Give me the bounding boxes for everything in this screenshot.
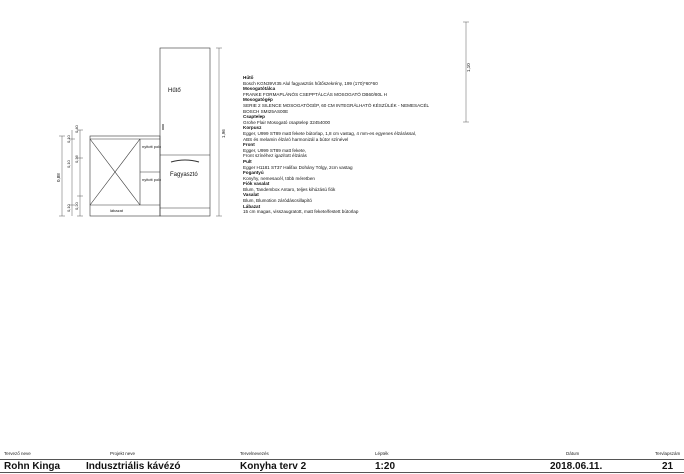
spec-heading: Hűtő (243, 75, 254, 80)
dim-d4: 0,10 (66, 160, 71, 168)
dim-d5: 0,20 (74, 202, 79, 210)
scale-value: 1:20 (375, 461, 396, 472)
spec-heading: Mosogatógép (243, 97, 273, 103)
sheet-value: 21 (662, 461, 674, 472)
spec-line: BOSCH SMI25AS00E (243, 108, 289, 114)
project-label: Projekt neve (110, 451, 136, 456)
plan-value: Konyha terv 2 (240, 461, 307, 472)
titleblock-bottom-rule (0, 472, 684, 473)
spec-line: 15 cm magas, visszaugratott, matt fekete/festett bútorlap (243, 209, 359, 215)
dim-d2: 0,10 (66, 135, 71, 143)
spec-heading: Csaptelep (243, 114, 265, 120)
plan-label: Tervelnevezés (240, 451, 269, 456)
freezer-handle (171, 160, 199, 162)
base-label: lábazat (110, 208, 123, 213)
spec-heading: Fogantyú (243, 170, 264, 176)
spec-line: Blum, Tandembox Antaro, teljes kihúzású fiók (243, 186, 336, 192)
titleblock-top-rule (0, 459, 684, 460)
spec-line: SERIE 2 SILENCE MOSOGATÓGÉP, 60 CM INTEGRÁLHATÓ KÉSZÜLÉK - NEMESACÉL (243, 102, 430, 108)
spec-line: Egger H1181 ST37 Halifax Dohány Tölgy, 2cm vastag (243, 164, 353, 170)
open-shelf-label-upper: nyitott polc (142, 144, 162, 149)
date-label: Dátum (566, 451, 580, 456)
spec-line: Konyhy, nemesacél, több méretben (243, 175, 315, 181)
spec-heading: Mosogatótálca (243, 86, 276, 92)
scale-label: Lépték (375, 451, 389, 456)
spec-heading: Front (243, 142, 255, 148)
sheet-label: Tervlapszám (655, 451, 681, 456)
tall-cabinet (160, 48, 210, 216)
dim-d6: 0,10 (66, 204, 71, 212)
date-value: 2018.06.11. (550, 461, 603, 472)
spec-heading: Pult (243, 158, 252, 164)
spec-line: ABS és melamin élzáró harmonizál a bútor színével (243, 136, 349, 142)
designer-label: Tervező neve (4, 451, 31, 456)
spec-line: Grohe Flair Mosogató csaptelep 32454000 (243, 119, 331, 125)
spec-line: Bosch KGN39VI35 Alul fagyasztós hűtőszekrény, 199 (170)*60*60 (243, 80, 378, 86)
dim-d1: 0,40 (74, 125, 79, 133)
spec-line: Egger, U999 ST89 matt fekete bútorlap, 1,8 cm vastag, 4 mm-es egyenes élzárással, (243, 130, 417, 136)
spec-line: Egger, U999 ST89 matt fekete, (243, 147, 307, 153)
freezer-label: Fagyasztó (170, 172, 198, 178)
spec-heading: Fiók vasalat (243, 181, 270, 187)
dim-tall: 1,96 (221, 129, 226, 138)
dim-left: 0,88 (56, 173, 61, 182)
dim-d3: 0,36 (74, 155, 79, 163)
fridge-label: Hűtő (168, 88, 181, 94)
spec-heading: Vasalat (243, 192, 259, 198)
spec-line: Blum, Blumotion záródáscsillapító (243, 198, 312, 204)
spec-line: FRANKE FORMAPLÁNÓS CSEPPTÁLCÁS MOSOGATÓ DB60/80L H (243, 91, 387, 97)
specification-list (243, 75, 443, 215)
spec-heading: Korpusz (243, 125, 262, 131)
open-shelf-label-lower: nyitott polc (142, 177, 162, 182)
dim-overall: 1,10 (466, 63, 471, 72)
spec-heading: Lábazat (243, 203, 261, 209)
project-value: Indusztriális kávézó (86, 461, 181, 472)
designer-value: Rohn Kinga (4, 461, 61, 472)
spec-line: Front színéhez igazított élzárás (243, 153, 307, 159)
